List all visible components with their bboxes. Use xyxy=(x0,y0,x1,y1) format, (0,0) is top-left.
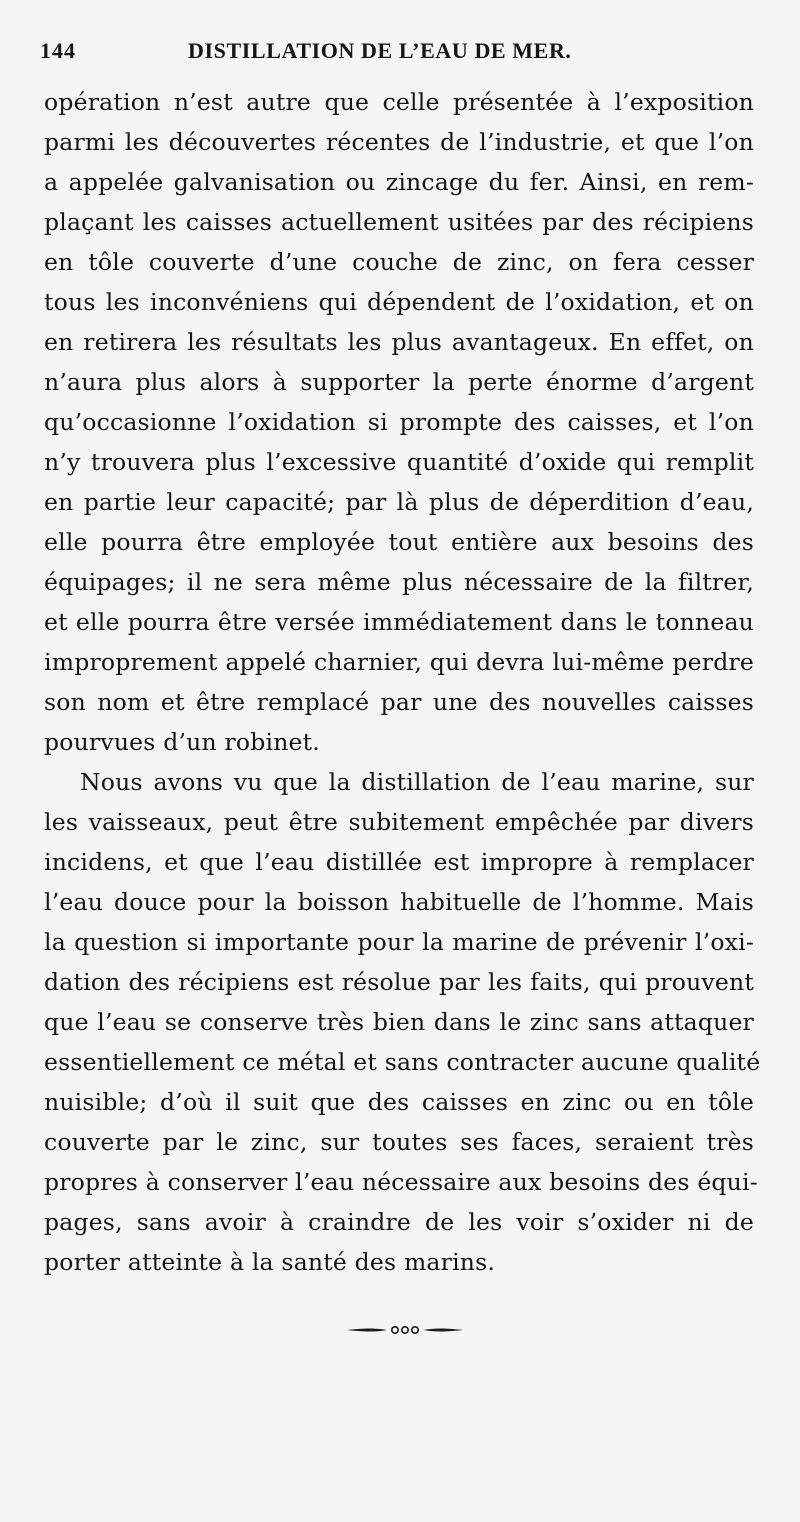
text-line: que l’eau se conserve très bien dans le zinc sans attaquer xyxy=(44,1008,754,1036)
text-line-paragraph-start: Nous avons vu que la distillation de l’eau marine, sur xyxy=(80,768,754,796)
text-line: les vaisseaux, peut être subitement empêchée par divers xyxy=(44,808,754,836)
tail-piece-ornament xyxy=(345,1320,465,1340)
text-line: pages, sans avoir à craindre de les voir s’oxider ni de xyxy=(44,1208,754,1236)
text-line: elle pourra être employée tout entière aux besoins des xyxy=(44,528,754,556)
text-line: propres à conserver l’eau nécessaire aux besoins des équi- xyxy=(44,1168,758,1196)
text-line: la question si importante pour la marine de prévenir l’oxi- xyxy=(44,928,754,956)
text-line-paragraph-end: porter atteinte à la santé des marins. xyxy=(44,1248,496,1276)
text-line: nuisible; d’où il suit que des caisses en zinc ou en tôle xyxy=(44,1088,754,1116)
text-line: qu’occasionne l’oxidation si prompte des caisses, et l’on xyxy=(44,408,754,436)
text-line: essentiellement ce métal et sans contracter aucune qualité xyxy=(44,1048,761,1076)
text-line: n’aura plus alors à supporter la perte énorme d’argent xyxy=(44,368,754,396)
text-line: dation des récipiens est résolue par les faits, qui prouvent xyxy=(44,968,754,996)
text-line: en partie leur capacité; par là plus de déperdition d’eau, xyxy=(44,488,754,516)
text-line: parmi les découvertes récentes de l’industrie, et que l’on xyxy=(44,128,754,156)
text-line: incidens, et que l’eau distillée est impropre à remplacer xyxy=(44,848,754,876)
text-line: couverte par le zinc, sur toutes ses faces, seraient très xyxy=(44,1128,754,1156)
text-line: plaçant les caisses actuellement usitées par des récipiens xyxy=(44,208,754,236)
text-line: et elle pourra être versée immédiatement dans le tonneau xyxy=(44,608,754,636)
running-header xyxy=(40,38,760,74)
text-line: opération n’est autre que celle présentée à l’exposition xyxy=(44,88,754,116)
running-title: DISTILLATION DE L’EAU DE MER. xyxy=(188,38,572,63)
text-line: en retirera les résultats les plus avantageux. En effet, on xyxy=(44,328,754,356)
text-line-paragraph-end: pourvues d’un robinet. xyxy=(44,728,320,756)
text-line: improprement appelé charnier, qui devra lui-même perdre xyxy=(44,648,754,676)
page-number: 144 xyxy=(40,38,76,63)
text-line: l’eau douce pour la boisson habituelle de l’homme. Mais xyxy=(44,888,754,916)
text-line: son nom et être remplacé par une des nouvelles caisses xyxy=(44,688,754,716)
show-through-shadow xyxy=(30,1268,760,1298)
text-line: a appelée galvanisation ou zincage du fer. Ainsi, en rem- xyxy=(44,168,754,196)
text-line: équipages; il ne sera même plus nécessaire de la filtrer, xyxy=(44,568,754,596)
text-line: n’y trouvera plus l’excessive quantité d’oxide qui remplit xyxy=(44,448,754,476)
text-line: tous les inconvéniens qui dépendent de l’oxidation, et on xyxy=(44,288,754,316)
text-line: en tôle couverte d’une couche de zinc, on fera cesser xyxy=(44,248,754,276)
